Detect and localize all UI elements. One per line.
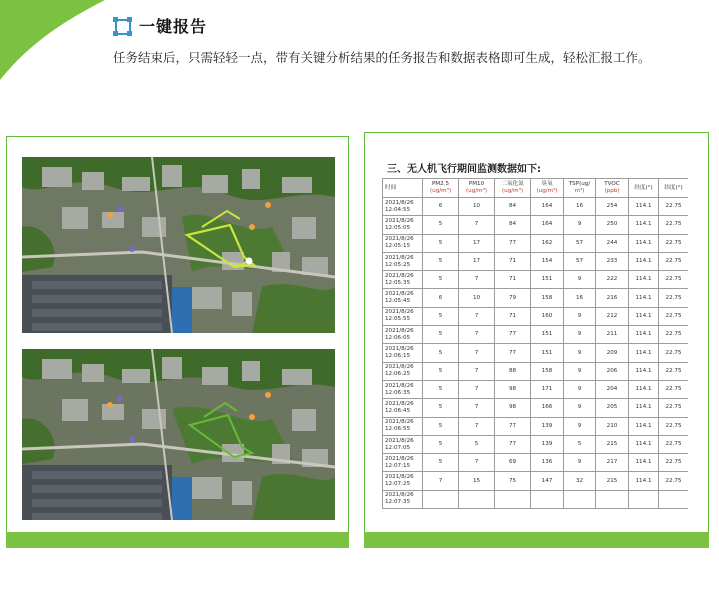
table-cell: 114.1 bbox=[629, 198, 659, 216]
table-cell: 5 bbox=[423, 252, 459, 270]
table-cell: 9 bbox=[564, 399, 596, 417]
table-cell: 5 bbox=[423, 326, 459, 344]
table-cell: 17 bbox=[459, 252, 495, 270]
table-cell: 164 bbox=[531, 216, 564, 234]
map-panel bbox=[6, 136, 349, 548]
table-row bbox=[383, 234, 689, 252]
table-cell: 69 bbox=[495, 454, 531, 472]
table-cell: 71 bbox=[495, 307, 531, 325]
satellite-map-top[interactable] bbox=[22, 157, 335, 333]
table-cell: 9 bbox=[564, 344, 596, 362]
table-cell: 216 bbox=[596, 289, 629, 307]
table-cell: 215 bbox=[596, 472, 629, 490]
monitoring-data-table bbox=[382, 178, 688, 509]
table-row bbox=[383, 326, 689, 344]
table-cell: 79 bbox=[495, 289, 531, 307]
table-cell: 2021/8/26 12:05:55 bbox=[383, 307, 423, 325]
column-header: 二氧化氮 (ug/m³) bbox=[495, 179, 531, 198]
table-cell: 5 bbox=[423, 454, 459, 472]
table-cell: 7 bbox=[459, 326, 495, 344]
table-cell: 88 bbox=[495, 362, 531, 380]
table-cell: 6 bbox=[423, 289, 459, 307]
table-cell: 22.75 bbox=[659, 326, 689, 344]
table-cell: 2021/8/26 12:06:15 bbox=[383, 344, 423, 362]
table-cell: 158 bbox=[531, 289, 564, 307]
table-cell: 114.1 bbox=[629, 435, 659, 453]
table-cell: 22.75 bbox=[659, 271, 689, 289]
column-header: TSP(ug/ m³) bbox=[564, 179, 596, 198]
table-cell: 6 bbox=[423, 198, 459, 216]
table-cell: 114.1 bbox=[629, 472, 659, 490]
table-cell: 158 bbox=[531, 362, 564, 380]
panel-footer-bar bbox=[6, 532, 349, 548]
table-row bbox=[383, 454, 689, 472]
table-cell: 114.1 bbox=[629, 399, 659, 417]
column-header: 臭氧 (ug/m³) bbox=[531, 179, 564, 198]
table-cell: 5 bbox=[423, 380, 459, 398]
table-cell: 217 bbox=[596, 454, 629, 472]
table-cell bbox=[659, 490, 689, 508]
table-cell: 9 bbox=[564, 307, 596, 325]
table-row bbox=[383, 417, 689, 435]
table-cell: 114.1 bbox=[629, 454, 659, 472]
table-cell: 9 bbox=[564, 216, 596, 234]
table-cell: 7 bbox=[459, 344, 495, 362]
satellite-map-bottom[interactable] bbox=[22, 349, 335, 520]
table-cell: 233 bbox=[596, 252, 629, 270]
table-cell: 222 bbox=[596, 271, 629, 289]
table-cell bbox=[596, 490, 629, 508]
table-cell: 114.1 bbox=[629, 216, 659, 234]
table-cell: 9 bbox=[564, 417, 596, 435]
table-cell: 9 bbox=[564, 380, 596, 398]
table-cell bbox=[629, 490, 659, 508]
table-cell: 17 bbox=[459, 234, 495, 252]
table-cell: 212 bbox=[596, 307, 629, 325]
table-cell: 2021/8/26 12:07:25 bbox=[383, 472, 423, 490]
table-cell bbox=[495, 490, 531, 508]
table-cell: 5 bbox=[423, 435, 459, 453]
table-cell: 7 bbox=[459, 271, 495, 289]
column-header: 经度(°) bbox=[629, 179, 659, 198]
table-cell: 114.1 bbox=[629, 307, 659, 325]
table-row bbox=[383, 472, 689, 490]
table-cell: 7 bbox=[459, 216, 495, 234]
table-cell: 205 bbox=[596, 399, 629, 417]
table-cell: 151 bbox=[531, 344, 564, 362]
table-cell: 211 bbox=[596, 326, 629, 344]
table-cell: 114.1 bbox=[629, 362, 659, 380]
table-cell: 22.75 bbox=[659, 289, 689, 307]
table-cell: 71 bbox=[495, 252, 531, 270]
table-cell: 9 bbox=[564, 454, 596, 472]
table-cell: 114.1 bbox=[629, 252, 659, 270]
table-cell: 22.75 bbox=[659, 216, 689, 234]
table-cell: 57 bbox=[564, 234, 596, 252]
table-cell: 215 bbox=[596, 435, 629, 453]
table-cell: 22.75 bbox=[659, 435, 689, 453]
feature-description: 任务结束后，只需轻轻一点，带有关键分析结果的任务报告和数据表格即可生成，轻松汇报工作。 bbox=[113, 50, 651, 65]
table-cell: 151 bbox=[531, 326, 564, 344]
table-cell: 206 bbox=[596, 362, 629, 380]
table-cell: 22.75 bbox=[659, 252, 689, 270]
table-cell: 2021/8/26 12:05:15 bbox=[383, 234, 423, 252]
column-header: PM2.5 (ug/m³) bbox=[423, 179, 459, 198]
table-cell: 114.1 bbox=[629, 326, 659, 344]
table-row bbox=[383, 271, 689, 289]
table-cell: 162 bbox=[531, 234, 564, 252]
table-cell: 22.75 bbox=[659, 307, 689, 325]
table-cell: 22.75 bbox=[659, 399, 689, 417]
table-cell: 10 bbox=[459, 289, 495, 307]
table-cell: 16 bbox=[564, 289, 596, 307]
table-cell: 114.1 bbox=[629, 271, 659, 289]
table-cell: 209 bbox=[596, 344, 629, 362]
table-cell: 71 bbox=[495, 271, 531, 289]
table-cell: 5 bbox=[423, 307, 459, 325]
table-row bbox=[383, 362, 689, 380]
table-row bbox=[383, 399, 689, 417]
report-table-scroll[interactable] bbox=[382, 178, 688, 520]
table-cell: 77 bbox=[495, 435, 531, 453]
table-cell: 2021/8/26 12:06:05 bbox=[383, 326, 423, 344]
table-cell: 7 bbox=[459, 362, 495, 380]
table-cell: 84 bbox=[495, 216, 531, 234]
table-cell: 7 bbox=[423, 472, 459, 490]
table-cell: 32 bbox=[564, 472, 596, 490]
table-cell: 98 bbox=[495, 380, 531, 398]
table-row bbox=[383, 252, 689, 270]
table-cell: 77 bbox=[495, 344, 531, 362]
table-cell: 22.75 bbox=[659, 362, 689, 380]
table-cell: 7 bbox=[459, 417, 495, 435]
column-header: PM10 (ug/m³) bbox=[459, 179, 495, 198]
column-header: 纬度(°) bbox=[659, 179, 689, 198]
table-cell: 210 bbox=[596, 417, 629, 435]
table-cell: 5 bbox=[423, 362, 459, 380]
table-cell: 160 bbox=[531, 307, 564, 325]
table-cell: 250 bbox=[596, 216, 629, 234]
table-cell: 77 bbox=[495, 234, 531, 252]
table-cell: 2021/8/26 12:05:25 bbox=[383, 252, 423, 270]
table-cell: 244 bbox=[596, 234, 629, 252]
table-cell: 5 bbox=[423, 344, 459, 362]
table-cell: 22.75 bbox=[659, 472, 689, 490]
table-cell: 9 bbox=[564, 326, 596, 344]
table-cell bbox=[423, 490, 459, 508]
table-cell: 2021/8/26 12:05:05 bbox=[383, 216, 423, 234]
table-cell bbox=[459, 490, 495, 508]
table-cell: 136 bbox=[531, 454, 564, 472]
table-cell: 254 bbox=[596, 198, 629, 216]
table-cell: 114.1 bbox=[629, 380, 659, 398]
table-cell: 5 bbox=[423, 216, 459, 234]
table-cell: 9 bbox=[564, 271, 596, 289]
table-cell: 151 bbox=[531, 271, 564, 289]
table-cell: 2021/8/26 12:05:45 bbox=[383, 289, 423, 307]
table-cell: 22.75 bbox=[659, 234, 689, 252]
section-header bbox=[113, 14, 207, 37]
table-cell: 5 bbox=[423, 234, 459, 252]
table-cell: 2021/8/26 12:06:55 bbox=[383, 417, 423, 435]
table-row bbox=[383, 307, 689, 325]
table-row bbox=[383, 490, 689, 508]
table-cell: 114.1 bbox=[629, 234, 659, 252]
table-cell: 5 bbox=[564, 435, 596, 453]
table-cell: 15 bbox=[459, 472, 495, 490]
table-cell: 154 bbox=[531, 252, 564, 270]
frame-icon bbox=[113, 17, 131, 35]
table-cell: 9 bbox=[564, 362, 596, 380]
column-header: TVOC (ppb) bbox=[596, 179, 629, 198]
table-row bbox=[383, 289, 689, 307]
table-cell: 164 bbox=[531, 198, 564, 216]
table-cell: 84 bbox=[495, 198, 531, 216]
table-cell: 7 bbox=[459, 380, 495, 398]
table-cell: 2021/8/26 12:06:35 bbox=[383, 380, 423, 398]
table-cell: 7 bbox=[459, 307, 495, 325]
table-cell: 139 bbox=[531, 417, 564, 435]
table-cell: 16 bbox=[564, 198, 596, 216]
panel-footer-bar bbox=[364, 532, 709, 548]
table-cell: 7 bbox=[459, 399, 495, 417]
report-panel bbox=[364, 132, 709, 548]
table-cell: 2021/8/26 12:04:55 bbox=[383, 198, 423, 216]
table-cell: 77 bbox=[495, 326, 531, 344]
table-cell: 22.75 bbox=[659, 454, 689, 472]
table-cell: 98 bbox=[495, 399, 531, 417]
table-cell: 5 bbox=[459, 435, 495, 453]
table-cell: 2021/8/26 12:05:35 bbox=[383, 271, 423, 289]
table-cell: 5 bbox=[423, 417, 459, 435]
table-cell: 114.1 bbox=[629, 289, 659, 307]
table-cell: 22.75 bbox=[659, 380, 689, 398]
table-cell: 147 bbox=[531, 472, 564, 490]
table-cell: 139 bbox=[531, 435, 564, 453]
table-cell: 2021/8/26 12:06:45 bbox=[383, 399, 423, 417]
table-cell: 204 bbox=[596, 380, 629, 398]
table-cell: 2021/8/26 12:06:25 bbox=[383, 362, 423, 380]
table-cell: 2021/8/26 12:07:05 bbox=[383, 435, 423, 453]
table-row bbox=[383, 435, 689, 453]
table-cell: 7 bbox=[459, 454, 495, 472]
table-cell bbox=[531, 490, 564, 508]
corner-decoration bbox=[0, 0, 105, 80]
table-cell: 166 bbox=[531, 399, 564, 417]
table-cell bbox=[564, 490, 596, 508]
report-section-title: 三、无人机飞行期间监测数据如下: bbox=[387, 164, 541, 175]
table-row bbox=[383, 344, 689, 362]
table-cell: 22.75 bbox=[659, 417, 689, 435]
table-cell: 10 bbox=[459, 198, 495, 216]
table-cell: 77 bbox=[495, 417, 531, 435]
table-header-row bbox=[383, 179, 689, 198]
column-header: 时间 bbox=[383, 179, 423, 198]
table-cell: 2021/8/26 12:07:15 bbox=[383, 454, 423, 472]
table-cell: 22.75 bbox=[659, 344, 689, 362]
table-cell: 114.1 bbox=[629, 344, 659, 362]
table-cell: 5 bbox=[423, 271, 459, 289]
table-cell: 5 bbox=[423, 399, 459, 417]
table-cell: 171 bbox=[531, 380, 564, 398]
table-row bbox=[383, 198, 689, 216]
table-cell: 114.1 bbox=[629, 417, 659, 435]
table-cell: 2021/8/26 12:07:35 bbox=[383, 490, 423, 508]
page-title: 一键报告 bbox=[139, 17, 208, 36]
table-cell: 75 bbox=[495, 472, 531, 490]
table-cell: 57 bbox=[564, 252, 596, 270]
table-row bbox=[383, 380, 689, 398]
table-cell: 22.75 bbox=[659, 198, 689, 216]
table-row bbox=[383, 216, 689, 234]
